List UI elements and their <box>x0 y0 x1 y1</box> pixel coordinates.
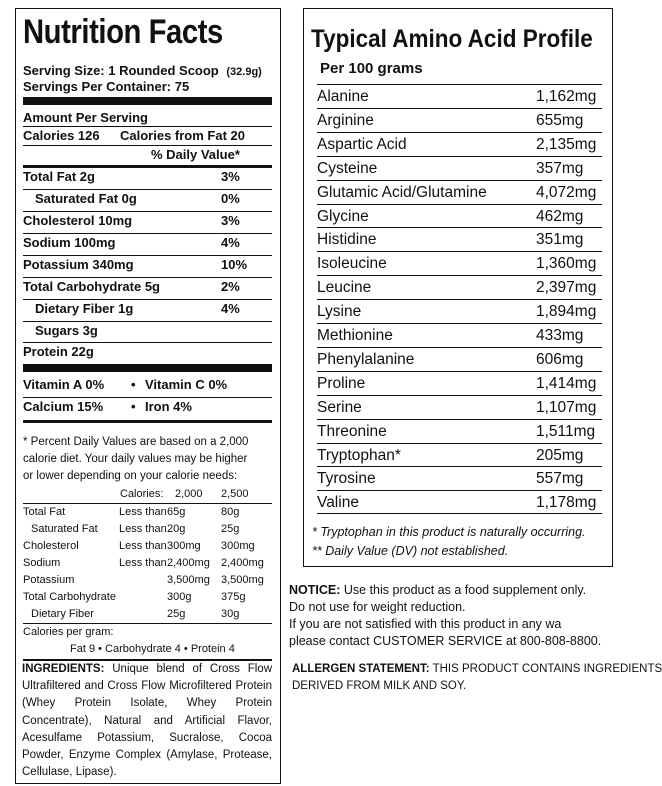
amino-name: Cysteine <box>317 159 378 177</box>
dv-v1: 300mg <box>167 540 201 552</box>
amino-name: Arginine <box>317 111 374 129</box>
allergen-text: THIS PRODUCT CONTAINS INGREDIENTS <box>432 663 662 675</box>
amino-row <box>317 204 602 228</box>
rule <box>23 342 272 343</box>
amino-value: 2,135mg <box>536 135 597 153</box>
amino-name: Tryptophan* <box>317 446 401 464</box>
amino-value: 205mg <box>536 446 584 464</box>
nutrient-pct: 0% <box>221 191 240 206</box>
nutrient-row <box>23 323 284 338</box>
serving-size <box>23 63 272 78</box>
allergen-label: ALLERGEN STATEMENT: <box>292 663 430 675</box>
nutrient-row <box>23 301 284 316</box>
amino-row <box>317 299 602 323</box>
dv-label: Total Carbohydrate <box>23 591 116 603</box>
nutrient-label: Protein 22g <box>23 344 94 359</box>
amino-name: Glycine <box>317 207 369 225</box>
amino-name: Threonine <box>317 422 387 440</box>
amino-row <box>317 227 602 251</box>
amino-title: Typical Amino Acid Profile <box>311 25 593 53</box>
nutrient-pct: 2% <box>221 279 240 294</box>
nutrient-label: Potassium 340mg <box>23 257 134 272</box>
rule <box>23 211 272 212</box>
dv-cond: Less than <box>119 506 167 518</box>
calories-row <box>23 128 272 143</box>
rule <box>23 623 272 624</box>
notice-text: Use this product as a food supplement only. <box>343 583 587 597</box>
nutrient-row <box>23 191 284 206</box>
ingredients-text: Unique blend of Cross Flow Ultrafiltered and Cross Flow Microfiltered Protein (Whey Protein Isolate, Whey Protein Concentrate), Natural and Artificial Flavor, Acesulfame Potassium, Sucralose, Cocoa Powder, Enzyme Complex (Amylase, Protease, Cellulase, Lipase). <box>22 663 272 779</box>
dv-cond: Less than <box>119 557 167 569</box>
amino-value: 1,107mg <box>536 398 597 416</box>
amino-name: Aspartic Acid <box>317 135 407 153</box>
nutrient-label: Total Fat 2g <box>23 169 95 184</box>
calcium: Calcium 15% <box>23 399 104 414</box>
calories-per-gram-values: Fat 9 • Carbohydrate 4 • Protein 4 <box>70 643 235 655</box>
footnote-line: calorie diet. Your daily values may be higher <box>23 453 248 465</box>
dv-col-2000: 2,000 <box>175 488 203 500</box>
amino-name: Glutamic Acid/Glutamine <box>317 183 487 201</box>
thick-rule <box>23 97 272 105</box>
nutrient-row <box>23 235 272 250</box>
medium-rule <box>23 420 272 423</box>
nutrient-label: Total Carbohydrate 5g <box>23 279 161 294</box>
amino-value: 1,894mg <box>536 303 597 321</box>
footnote-line: * Percent Daily Values are based on a 2,000 <box>23 436 249 448</box>
amino-name: Tyrosine <box>317 470 376 488</box>
iron: Iron 4% <box>145 399 192 414</box>
amino-name: Lysine <box>317 303 362 321</box>
daily-value-note: ** Daily Value (DV) not established. <box>312 544 509 558</box>
nutrient-row <box>23 279 272 294</box>
dv-v2: 80g <box>221 506 240 518</box>
amino-value: 433mg <box>536 327 584 344</box>
dv-v1: 3,500mg <box>167 574 210 586</box>
dv-table-row <box>23 608 272 620</box>
ingredients <box>22 661 272 781</box>
ingredients-label: INGREDIENTS: <box>22 663 105 675</box>
serving-size-label: Serving Size: 1 Rounded Scoop <box>23 63 219 78</box>
dv-v1: 20g <box>167 523 186 535</box>
amino-row <box>317 466 602 490</box>
amino-row <box>317 84 602 108</box>
amino-name: Methionine <box>317 327 393 344</box>
dv-calories-label: Calories: <box>120 488 164 500</box>
amino-name: Phenylalanine <box>317 350 415 368</box>
dv-table-row <box>23 506 272 518</box>
amino-row <box>317 419 602 443</box>
amino-value: 462mg <box>536 207 584 225</box>
amino-row <box>317 132 602 156</box>
dv-v1: 300g <box>167 591 192 603</box>
amino-value: 557mg <box>536 470 584 488</box>
notice-line: please contact CUSTOMER SERVICE at 800-808-8800. <box>289 634 602 648</box>
dv-label: Saturated Fat <box>31 523 98 535</box>
dv-table-row <box>23 540 272 552</box>
serving-size-value: (32.9g) <box>226 66 262 78</box>
notice-line: Do not use for weight reduction. <box>289 600 466 614</box>
dv-label: Potassium <box>23 574 75 586</box>
medium-rule <box>23 165 272 168</box>
amino-value: 4,072mg <box>536 183 597 201</box>
vitamin-c: Vitamin C 0% <box>145 377 228 392</box>
amino-row <box>317 371 602 395</box>
amino-name: Isoleucine <box>317 255 387 273</box>
amino-name: Histidine <box>317 231 377 249</box>
amino-row <box>317 347 602 371</box>
amino-value: 1,511mg <box>536 422 596 440</box>
amino-name: Serine <box>317 398 362 416</box>
amino-value: 606mg <box>536 350 584 368</box>
amino-name: Proline <box>317 374 366 392</box>
bullet: • <box>131 399 136 414</box>
dv-cond: Less than <box>119 540 167 552</box>
servings-per-container: Servings Per Container: 75 <box>23 79 190 94</box>
footnote-line: or lower depending on your calorie needs: <box>23 470 238 482</box>
dv-v1: 65g <box>167 506 186 518</box>
amount-per-serving: Amount Per Serving <box>23 110 148 125</box>
rule <box>23 189 272 190</box>
nutrient-label: Dietary Fiber 1g <box>35 301 134 316</box>
amino-value: 655mg <box>536 111 584 129</box>
amino-row <box>317 395 602 419</box>
vitamin-a: Vitamin A 0% <box>23 377 105 392</box>
amino-value: 1,178mg <box>536 494 597 512</box>
mineral-row <box>23 399 272 414</box>
dv-v2: 375g <box>221 591 246 603</box>
nutrient-pct: 3% <box>221 169 240 184</box>
calories-per-gram: Calories per gram: <box>23 626 114 638</box>
dv-table-row <box>23 574 272 586</box>
nutrient-label: Saturated Fat 0g <box>35 191 137 206</box>
rule <box>23 145 272 146</box>
dv-label: Cholesterol <box>23 540 79 552</box>
amino-row <box>317 443 602 467</box>
nutrient-pct: 4% <box>221 235 240 250</box>
amino-value: 351mg <box>536 231 584 249</box>
dv-table-row <box>23 591 272 603</box>
dv-v1: 2,400mg <box>167 557 210 569</box>
dv-v2: 300mg <box>221 540 255 552</box>
amino-row <box>317 180 602 204</box>
dv-table-row <box>23 557 272 569</box>
amino-value: 357mg <box>536 159 584 177</box>
rule <box>23 321 272 322</box>
amino-row <box>317 156 602 180</box>
notice-line: If you are not satisfied with this product in any wa <box>289 617 562 631</box>
amino-row <box>317 490 602 514</box>
rule <box>23 299 272 300</box>
bullet: • <box>131 377 136 392</box>
amino-subtitle: Per 100 grams <box>320 60 423 77</box>
amino-value: 1,162mg <box>536 88 597 105</box>
rule <box>23 503 272 504</box>
dv-v2: 3,500mg <box>221 574 264 586</box>
amino-value: 1,414mg <box>536 374 597 392</box>
nutrient-row <box>23 344 272 359</box>
daily-value-header-text: % Daily Value* <box>151 147 240 162</box>
amino-row <box>317 108 602 132</box>
dv-v1: 25g <box>167 608 186 620</box>
nutrient-pct: 3% <box>221 213 240 228</box>
rule <box>23 277 272 278</box>
amino-row <box>317 275 602 299</box>
vitamin-row <box>23 377 272 392</box>
rule <box>23 255 272 256</box>
nutrient-label: Sugars 3g <box>35 323 98 338</box>
dv-v2: 2,400mg <box>221 557 264 569</box>
calories-from-fat: Calories from Fat 20 <box>120 128 245 143</box>
nutrient-row <box>23 169 272 184</box>
amino-name: Leucine <box>317 279 372 297</box>
rule <box>23 126 272 127</box>
nutrition-facts-panel <box>15 8 281 784</box>
dv-label: Total Fat <box>23 506 66 518</box>
dv-v2: 25g <box>221 523 240 535</box>
nutrient-label: Cholesterol 10mg <box>23 213 133 228</box>
dv-cond: Less than <box>119 523 167 535</box>
rule <box>23 233 272 234</box>
dv-label: Dietary Fiber <box>31 608 94 620</box>
allergen-line: DERIVED FROM MILK AND SOY. <box>292 680 467 692</box>
amino-value: 2,397mg <box>536 279 597 297</box>
notice-label: NOTICE: <box>289 583 341 597</box>
dv-col-2500: 2,500 <box>221 488 249 500</box>
amino-row <box>317 251 602 275</box>
dv-v2: 30g <box>221 608 240 620</box>
amino-row <box>317 323 602 347</box>
nutrient-pct: 10% <box>221 257 248 272</box>
amino-acid-panel <box>303 8 613 567</box>
notice-line <box>289 583 586 597</box>
dv-table-row <box>23 523 272 535</box>
amino-name: Valine <box>317 494 359 512</box>
nutrition-title: Nutrition Facts <box>23 13 223 51</box>
nutrient-row <box>23 213 272 228</box>
rule <box>23 397 272 398</box>
amino-name: Alanine <box>317 88 369 105</box>
nutrient-label: Sodium 100mg <box>23 235 116 250</box>
calories: Calories 126 <box>23 128 100 143</box>
allergen-line <box>292 663 662 675</box>
nutrient-pct: 4% <box>221 301 240 316</box>
nutrient-row <box>23 257 272 272</box>
amino-value: 1,360mg <box>536 255 597 273</box>
tryptophan-note: * Tryptophan in this product is naturally occurring. <box>312 525 586 539</box>
thick-rule <box>23 364 272 372</box>
dv-label: Sodium <box>23 557 61 569</box>
